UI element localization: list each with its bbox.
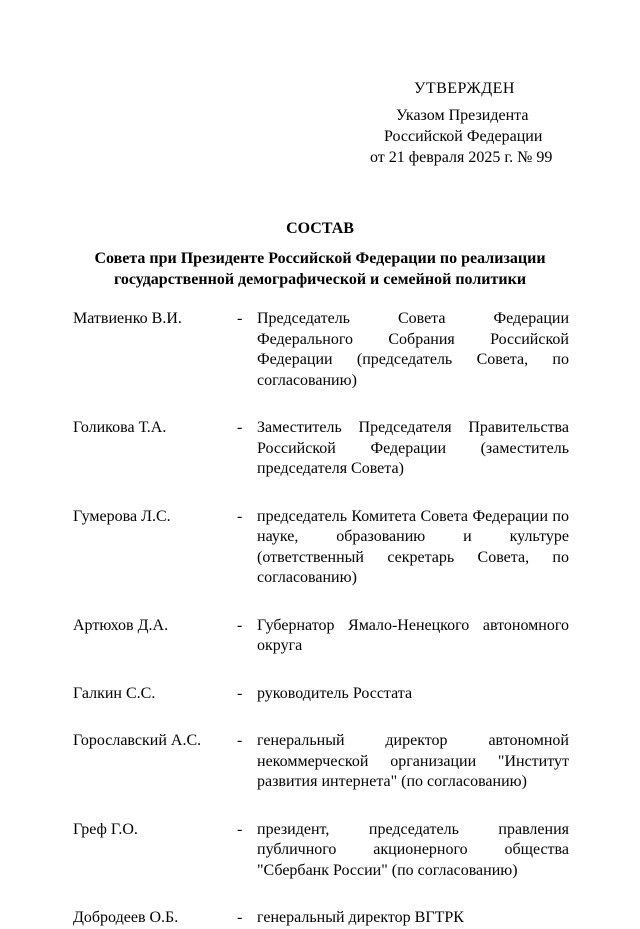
member-row	[73, 908, 573, 929]
member-role: руководитель Росстата	[257, 684, 413, 702]
member-name: Горославский А.С.	[73, 732, 202, 749]
member-name: Греф Г.О.	[73, 820, 138, 838]
member-name: Галкин С.С.	[73, 684, 156, 702]
member-row	[73, 418, 573, 480]
member-role: генеральный директор автономной некоммерческой организации "Институт развития интернета" (по согласованию)	[257, 732, 569, 790]
approval-block	[360, 78, 580, 168]
member-dash: -	[237, 616, 243, 634]
member-name: Артюхов Д.А.	[73, 616, 169, 634]
member-row	[73, 309, 573, 391]
member-role: генеральный директор ВГТРК	[257, 909, 464, 926]
member-dash: -	[237, 310, 243, 327]
member-role: Губернатор Ямало-Ненецкого автономного округа	[257, 616, 569, 654]
approval-title: УТВЕРЖДЕН	[414, 80, 515, 97]
member-dash: -	[237, 909, 243, 926]
member-role: президент, председатель правления публичного акционерного общества "Сбербанк России" (по согласованию)	[257, 820, 569, 879]
member-dash: -	[237, 732, 243, 749]
member-row	[73, 616, 573, 657]
approval-line-country: Российской Федерации	[384, 128, 543, 145]
members-list	[73, 309, 573, 929]
member-role: Заместитель Председателя Правительства Российской Федерации (заместитель председателя Совета)	[257, 419, 569, 477]
approval-line-date: от 21 февраля 2025 г. № 99	[370, 149, 553, 166]
member-row	[73, 507, 573, 589]
heading-title: СОСТАВ	[286, 220, 354, 237]
member-dash: -	[237, 820, 243, 838]
member-name: Матвиенко В.И.	[73, 310, 182, 327]
member-role: Председатель Совета Федерации Федерального Собрания Российской Федерации (председатель Совета, по согласованию)	[257, 310, 569, 389]
heading-subtitle: Совета при Президенте Российской Федерации по реализации государственной демографической и семейной политики	[94, 250, 546, 288]
member-dash: -	[237, 507, 243, 525]
member-row	[73, 820, 573, 882]
approval-line-decree: Указом Президента	[396, 107, 529, 124]
member-dash: -	[237, 419, 243, 436]
document-heading	[0, 218, 640, 290]
member-name: Гумерова Л.С.	[73, 507, 171, 525]
member-row	[73, 684, 573, 705]
member-row	[73, 731, 573, 793]
member-role: председатель Комитета Совета Федерации по науке, образованию и культуре (ответственный секретарь Совета, по согласованию)	[257, 507, 569, 586]
member-dash: -	[237, 684, 243, 702]
member-name: Добродеев О.Б.	[73, 909, 179, 926]
member-name: Голикова Т.А.	[73, 419, 167, 436]
